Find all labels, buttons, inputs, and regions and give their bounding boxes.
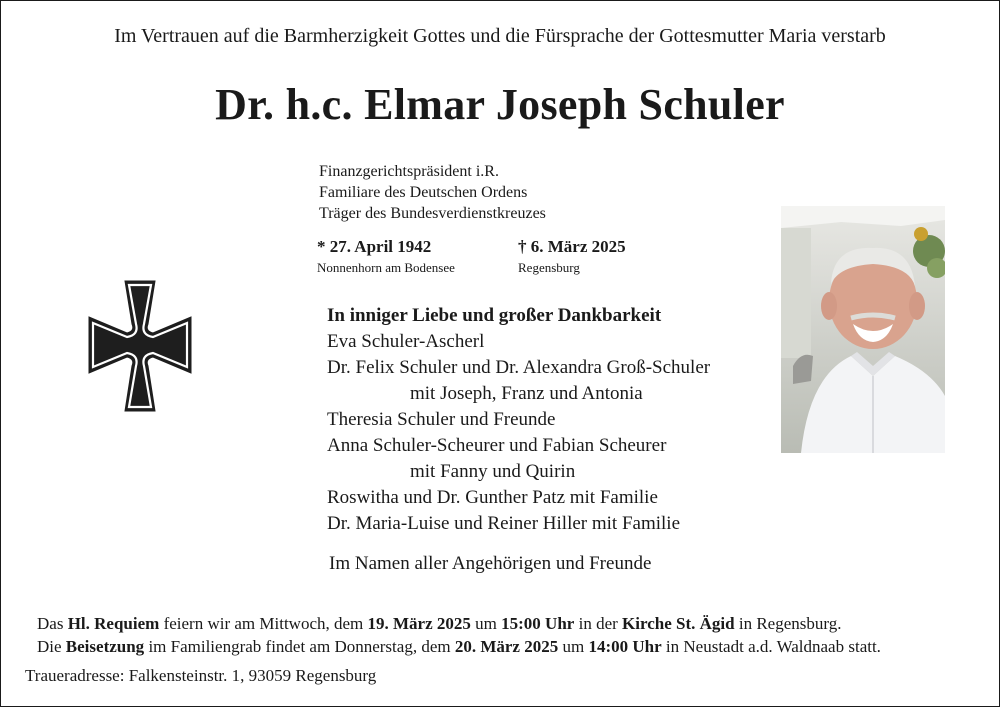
mourners-heading: In inniger Liebe und großer Dankbarkeit — [327, 305, 662, 326]
mourner-line: Dr. Maria-Luise und Reiner Hiller mit Familie — [327, 513, 681, 534]
mourner-line: Dr. Felix Schuler und Dr. Alexandra Groß-Schuler — [327, 357, 711, 378]
requiem-line: Das Hl. Requiem feiern wir am Mittwoch, dem 19. März 2025 um 15:00 Uhr in der Kirche St. Ägid in Regensburg. — [37, 614, 842, 633]
mourner-line: mit Fanny und Quirin — [410, 461, 576, 482]
mourning-address: Traueradresse: Falkensteinstr. 1, 93059 Regensburg — [25, 666, 377, 685]
ceremony-notice — [37, 612, 881, 658]
mourner-line: Eva Schuler-Ascherl — [327, 331, 485, 352]
death-place: Regensburg — [518, 260, 580, 275]
burial-line: Die Beisetzung im Familiengrab findet am Donnerstag, dem 20. März 2025 um 14:00 Uhr in Neustadt a.d. Waldnaab statt. — [37, 637, 881, 656]
deceased-name: Dr. h.c. Elmar Joseph Schuler — [215, 80, 785, 129]
portrait-photo — [781, 206, 945, 453]
teutonic-cross-icon — [87, 279, 193, 413]
birth-place: Nonnenhorn am Bodensee — [317, 260, 455, 275]
death-info — [518, 237, 626, 276]
title-line: Familiare des Deutschen Ordens — [319, 184, 528, 201]
birth-info — [317, 237, 455, 276]
mourner-line: Anna Schuler-Scheurer und Fabian Scheurer — [327, 435, 667, 456]
mourner-line: Roswitha und Dr. Gunther Patz mit Familie — [327, 487, 658, 508]
death-symbol: † — [518, 237, 527, 256]
mourners-list — [327, 303, 710, 537]
birth-symbol: * — [317, 237, 326, 256]
birth-date: 27. April 1942 — [329, 237, 432, 256]
intro-text: Im Vertrauen auf die Barmherzigkeit Gottes und die Fürsprache der Gottesmutter Maria verstarb — [114, 25, 886, 47]
mourner-line: Theresia Schuler und Freunde — [327, 409, 556, 430]
closing-line: Im Namen aller Angehörigen und Freunde — [329, 553, 652, 574]
title-line: Finanzgerichtspräsident i.R. — [319, 163, 499, 180]
honorary-titles — [319, 161, 546, 224]
mourner-line: mit Joseph, Franz und Antonia — [410, 383, 643, 404]
title-line: Träger des Bundesverdienstkreuzes — [319, 205, 546, 222]
death-date: 6. März 2025 — [530, 237, 626, 256]
